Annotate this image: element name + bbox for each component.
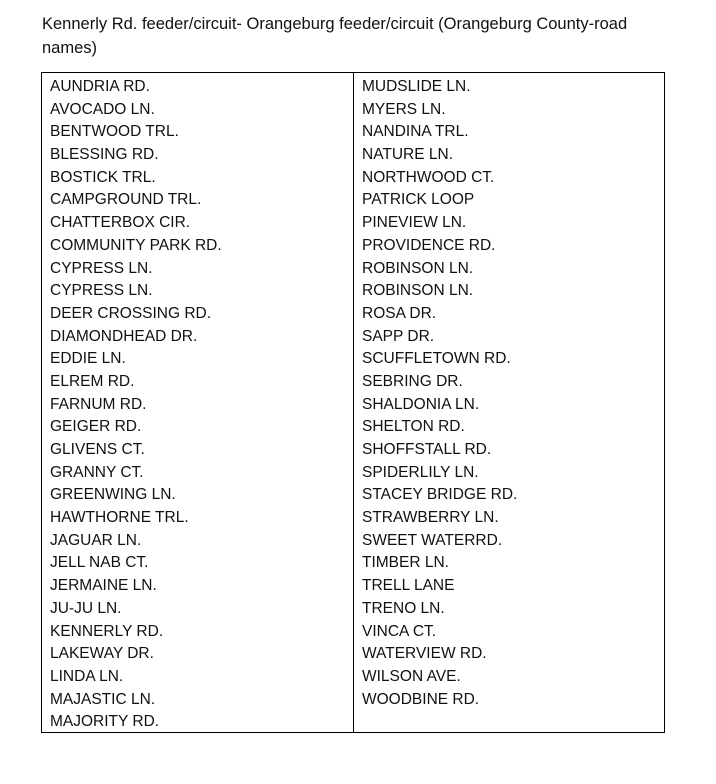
road-name: STACEY BRIDGE RD. <box>362 486 518 504</box>
road-name: HAWTHORNE TRL. <box>50 509 189 527</box>
road-name: NATURE LN. <box>362 146 454 164</box>
road-name: LINDA LN. <box>50 667 124 685</box>
road-name: VINCA CT. <box>362 622 437 640</box>
road-name: PROVIDENCE RD. <box>362 236 496 254</box>
road-name: ROSA DR. <box>362 304 437 322</box>
road-name: PINEVIEW LN. <box>362 214 467 232</box>
road-name: CYPRESS LN. <box>50 282 153 300</box>
road-name: GLIVENS CT. <box>50 441 145 458</box>
road-name: BOSTICK TRL. <box>50 168 156 186</box>
road-list-left <box>50 76 353 734</box>
road-name: TRENO LN. <box>362 599 445 617</box>
road-name: GREENWING LN. <box>50 486 176 504</box>
road-name: WATERVIEW RD. <box>362 645 487 663</box>
road-name: WILSON AVE. <box>362 667 461 685</box>
road-name: TIMBER LN. <box>362 554 449 572</box>
road-name: SAPP DR. <box>362 327 435 345</box>
road-name: ROBINSON LN. <box>362 259 474 277</box>
road-name: BLESSING RD. <box>50 146 159 164</box>
road-name: WOODBINE RD. <box>362 690 480 708</box>
road-name: FARNUM RD. <box>50 395 147 413</box>
road-names-left-column <box>42 73 354 732</box>
road-name: AUNDRIA RD. <box>50 78 150 95</box>
road-name: SHALDONIA LN. <box>362 395 480 413</box>
road-name: JELL NAB CT. <box>50 554 149 572</box>
road-name: JU-JU LN. <box>50 599 122 617</box>
road-name: SHELTON RD. <box>362 418 465 436</box>
road-name: CYPRESS LN. <box>50 259 153 277</box>
road-name: NANDINA TRL. <box>362 123 469 141</box>
document-heading: Kennerly Rd. feeder/circuit- Orangeburg feeder/circuit (Orangeburg County-road names) <box>42 15 628 57</box>
road-name: MAJORITY RD. <box>50 713 160 731</box>
road-name: PATRICK LOOP <box>362 191 475 209</box>
road-list-right <box>362 76 664 711</box>
road-name: CAMPGROUND TRL. <box>50 191 202 209</box>
road-name: GEIGER RD. <box>50 418 142 436</box>
road-name: MYERS LN. <box>362 100 446 118</box>
road-name: JERMAINE LN. <box>50 577 157 595</box>
road-name: SCUFFLETOWN RD. <box>362 350 511 368</box>
road-name: KENNERLY RD. <box>50 622 164 640</box>
road-names-table <box>41 72 665 733</box>
road-name: MUDSLIDE LN. <box>362 78 471 95</box>
road-name: MAJASTIC LN. <box>50 690 156 708</box>
road-name: DEER CROSSING RD. <box>50 304 212 322</box>
road-name: BENTWOOD TRL. <box>50 123 179 141</box>
road-names-right-column <box>354 73 664 732</box>
road-name: STRAWBERRY LN. <box>362 509 499 527</box>
road-name: CHATTERBOX CIR. <box>50 214 191 232</box>
road-name: JAGUAR LN. <box>50 531 142 549</box>
road-name: LAKEWAY DR. <box>50 645 154 663</box>
road-name: COMMUNITY PARK RD. <box>50 236 222 254</box>
road-name: ELREM RD. <box>50 372 135 390</box>
road-name: NORTHWOOD CT. <box>362 168 495 186</box>
road-name: DIAMONDHEAD DR. <box>50 327 198 345</box>
road-name: ROBINSON LN. <box>362 282 474 300</box>
road-name: SPIDERLILY LN. <box>362 463 479 481</box>
road-name: SWEET WATERRD. <box>362 531 503 549</box>
road-name: SEBRING DR. <box>362 372 463 390</box>
road-name: GRANNY CT. <box>50 463 144 481</box>
road-name: EDDIE LN. <box>50 350 126 368</box>
road-name: AVOCADO LN. <box>50 100 155 118</box>
road-name: SHOFFSTALL RD. <box>362 441 492 458</box>
road-name: TRELL LANE <box>362 577 455 595</box>
